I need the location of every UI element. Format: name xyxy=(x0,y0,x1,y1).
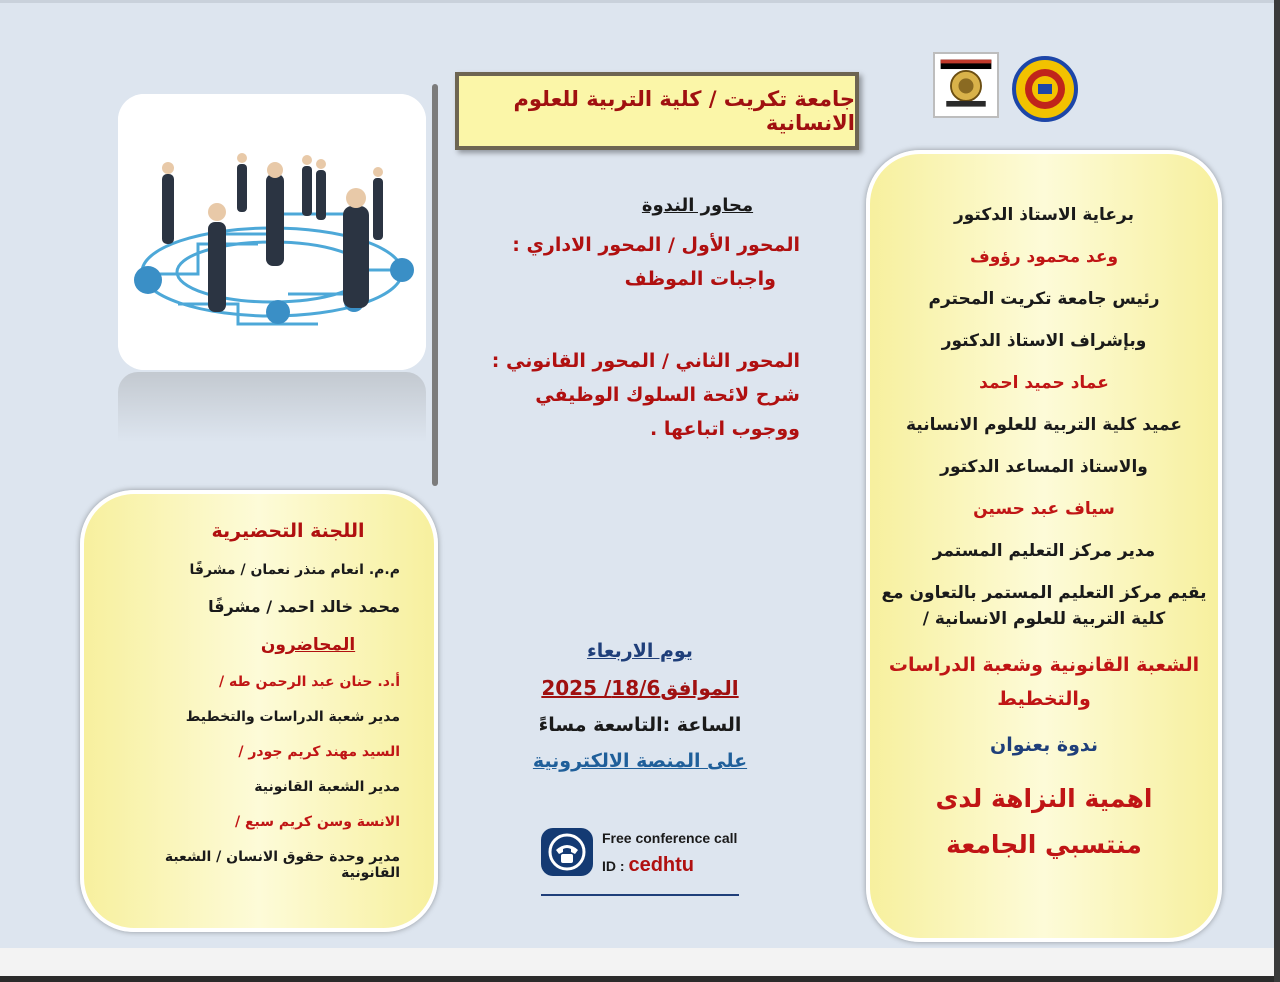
top-edge xyxy=(0,0,1280,3)
organizer-line2: كلية التربية للعلوم الانسانية / xyxy=(922,609,1166,629)
university-logo xyxy=(933,52,999,118)
patron-title: رئيس جامعة تكريت المحترم xyxy=(928,289,1160,309)
event-platform: على المنصة الالكترونية xyxy=(532,750,748,772)
seminar-title-line1: اهمية النزاهة لدى xyxy=(935,784,1153,813)
vertical-divider xyxy=(432,84,438,486)
bottom-strip xyxy=(0,948,1280,976)
organizer-line1: يقيم مركز التعليم المستمر بالتعاون مع xyxy=(881,583,1207,603)
seminar-title-line2: منتسبي الجامعة xyxy=(946,830,1142,859)
assistant-title: مدير مركز التعليم المستمر xyxy=(932,541,1156,561)
committee-panel xyxy=(80,490,438,932)
seminar-label: ندوة بعنوان xyxy=(989,734,1098,756)
patron-name: وعد محمود رؤوف xyxy=(969,247,1119,267)
institution-title: جامعة تكريت / كلية التربية للعلوم الانسانية xyxy=(513,87,855,135)
axis2-topic-cont: ووجوب اتباعها . xyxy=(650,418,800,440)
event-day: يوم الاربعاء xyxy=(587,640,693,662)
assistant-name: سياف عبد حسين xyxy=(973,499,1115,519)
event-time: الساعة :التاسعة مساءً xyxy=(538,714,742,736)
patron-intro: برعاية الاستاذ الدكتور xyxy=(953,205,1135,225)
divisions-line2: والتخطيط xyxy=(997,688,1091,710)
phone-icon xyxy=(541,828,593,876)
patronage-panel xyxy=(866,150,1222,942)
committee-member-2: محمد خالد احمد / مشرفًا xyxy=(208,597,400,616)
conference-call-info xyxy=(541,826,739,896)
committee-heading: اللجنة التحضيرية xyxy=(211,520,365,542)
image-reflection xyxy=(118,372,426,442)
lecturer-2-name: السيد مهند كريم جودر / xyxy=(238,744,400,760)
conference-label: Free conference call xyxy=(602,830,738,846)
seminar-axes xyxy=(490,195,800,446)
supervisor-intro: وبإشراف الاستاذ الدكتور xyxy=(941,331,1147,351)
axis2-title: المحور الثاني / المحور القانوني : xyxy=(491,350,800,372)
business-network-image xyxy=(118,94,426,370)
conference-id-line xyxy=(602,854,694,877)
institution-title-box xyxy=(455,72,859,150)
lecturer-3-role: مدير وحدة حقوق الانسان / الشعبة القانونية xyxy=(164,849,400,881)
supervisor-name: عماد حميد احمد xyxy=(979,373,1109,393)
lecturer-1-name: أ.د. حنان عبد الرحمن طه / xyxy=(219,674,400,690)
lecturer-1-role: مدير شعبة الدراسات والتخطيط xyxy=(185,709,400,725)
assistant-intro: والاستاذ المساعد الدكتور xyxy=(940,457,1148,477)
bottom-edge xyxy=(0,976,1280,982)
right-edge xyxy=(1274,0,1280,982)
committee-member-1: م.م. انعام منذر نعمان / مشرفًا xyxy=(189,562,400,578)
college-logo xyxy=(1012,56,1078,122)
lecturer-2-role: مدير الشعبة القانونية xyxy=(254,779,400,795)
axis1-title: المحور الأول / المحور الاداري : xyxy=(512,234,800,256)
conference-id-prefix: ID : xyxy=(602,858,629,874)
supervisor-title: عميد كلية التربية للعلوم الانسانية xyxy=(905,415,1183,435)
event-info xyxy=(520,640,760,786)
event-date: الموافق18/6/ 2025 xyxy=(541,676,739,700)
axes-heading: محاور الندوة xyxy=(641,195,754,216)
conference-id: cedhtu xyxy=(628,854,695,876)
axis2-topic: شرح لائحة السلوك الوظيفي xyxy=(535,384,800,406)
axis1-topic: واجبات الموظف xyxy=(624,268,776,290)
divisions-line1: الشعبة القانونية وشعبة الدراسات xyxy=(888,654,1200,676)
lecturers-heading: المحاضرون xyxy=(260,635,356,655)
lecturer-3-name: الانسة وسن كريم سبع / xyxy=(234,814,400,830)
